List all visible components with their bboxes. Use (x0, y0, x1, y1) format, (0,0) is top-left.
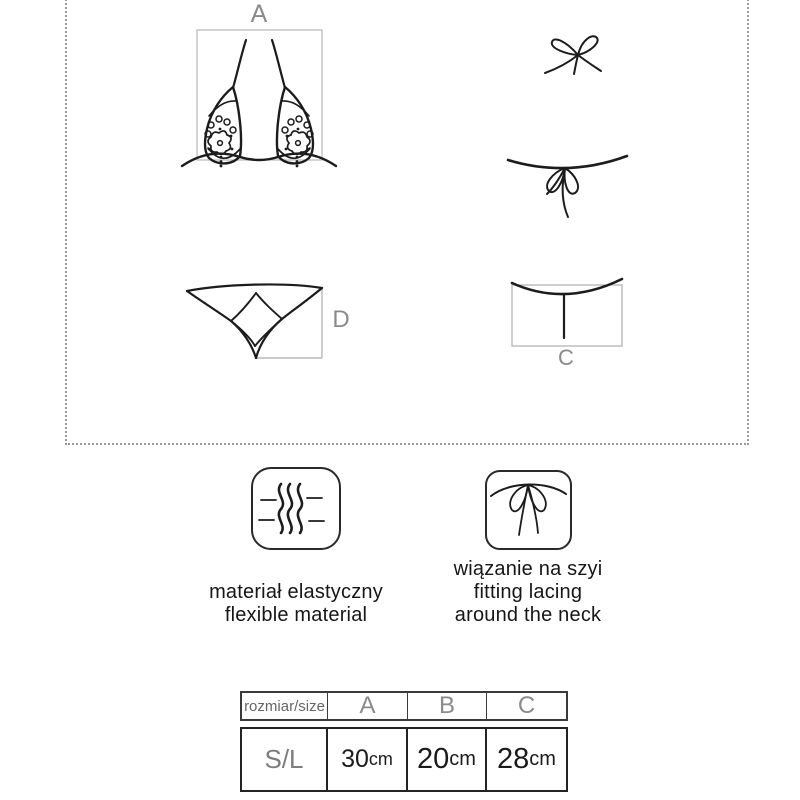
panties-front-drawing (178, 272, 348, 367)
size-table-data-row (240, 727, 568, 792)
dimension-label-d: D (332, 306, 350, 333)
dimension-label-a: A (250, 0, 268, 28)
measurement-number: 30 (341, 745, 369, 773)
panties-back-drawing (505, 273, 630, 355)
flexible-material-caption (186, 581, 406, 627)
flexible-material-icon (251, 467, 341, 550)
measurement-a (328, 729, 408, 790)
size-table-header-row (240, 691, 568, 721)
measurement-c (487, 729, 566, 790)
dimension-label-c: C (558, 345, 574, 370)
dimension-bracket-a (197, 30, 322, 160)
neck-knot-drawing (531, 27, 623, 83)
caption-line: around the neck (454, 604, 602, 626)
caption-line: flexible material (224, 604, 368, 626)
neck-lacing-caption (418, 558, 638, 627)
header-col-a: A (328, 693, 408, 719)
measurement-unit: cm (529, 748, 556, 770)
caption-line: fitting lacing (473, 581, 583, 603)
header-col-b: B (408, 693, 487, 719)
dimension-bracket-d (256, 289, 322, 358)
caption-line: wiązanie na szyi (453, 558, 603, 580)
neck-lacing-icon (485, 470, 572, 550)
measurement-b (408, 729, 487, 790)
back-band-bow-drawing (500, 145, 635, 233)
bra-front-drawing (180, 0, 440, 220)
measurement-unit: cm (449, 748, 476, 770)
measurement-unit: cm (368, 749, 393, 769)
header-col-c: C (517, 692, 536, 719)
measurement-number: 20 (417, 743, 450, 775)
header-rozmiar-size: rozmiar/size (242, 693, 328, 719)
measurement-number: 28 (497, 743, 530, 775)
size-table (240, 691, 568, 792)
size-value: S/L (242, 729, 328, 790)
caption-line: materiał elastyczny (209, 581, 383, 603)
